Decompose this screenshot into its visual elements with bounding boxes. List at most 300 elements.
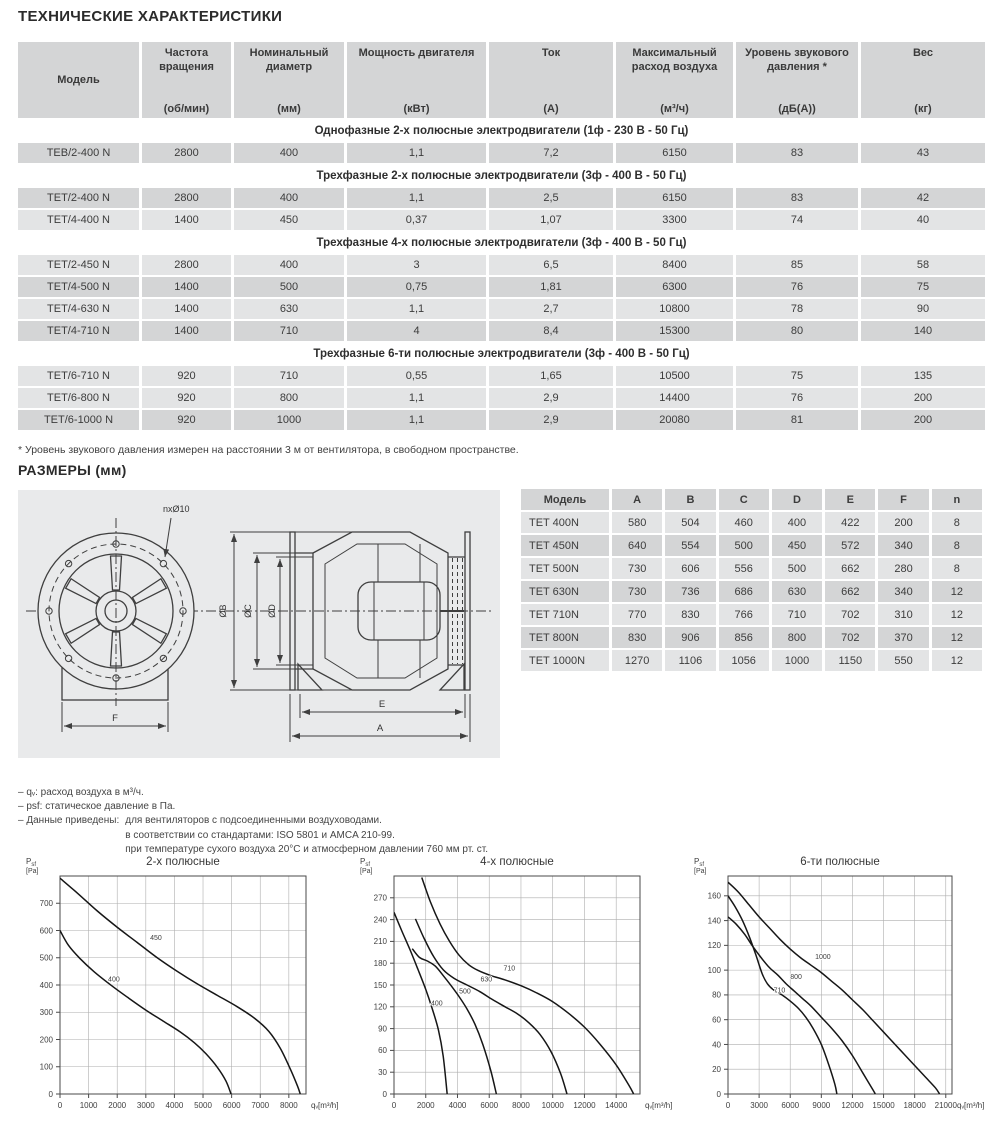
spec-section-header: Трехфазные 6-ти полюсные электродвигатели (3ф - 400 В - 50 Гц) bbox=[18, 343, 985, 364]
spec-value-cell: 800 bbox=[234, 388, 344, 408]
spec-value-cell: 90 bbox=[861, 299, 985, 319]
spec-data-row bbox=[18, 410, 985, 430]
spec-value-cell: 1000 bbox=[234, 410, 344, 430]
spec-value-cell: 74 bbox=[736, 210, 858, 230]
spec-col-unit: (мм) bbox=[277, 103, 301, 115]
x-tick-label: 18000 bbox=[903, 1101, 926, 1110]
series-curves bbox=[60, 878, 300, 1094]
spec-col-name: Ток bbox=[541, 47, 561, 59]
dim-value-cell: 200 bbox=[878, 512, 928, 533]
note-text: – qᵥ: расход воздуха в м³/ч. bbox=[18, 787, 144, 798]
spec-col-1 bbox=[142, 42, 231, 118]
dim-table-wrap bbox=[518, 487, 985, 673]
spec-value-cell: 80 bbox=[736, 321, 858, 341]
y-tick-label: 700 bbox=[39, 899, 53, 909]
spec-value-cell: 81 bbox=[736, 410, 858, 430]
dim-data-row bbox=[521, 581, 982, 602]
dim-value-cell: 8 bbox=[932, 558, 982, 579]
dim-value-cell: 310 bbox=[878, 604, 928, 625]
spec-value-cell: 140 bbox=[861, 321, 985, 341]
bolt-holes-label: nxØ10 bbox=[163, 504, 190, 514]
dim-value-cell: 1150 bbox=[825, 650, 875, 671]
spec-value-cell: 450 bbox=[234, 210, 344, 230]
dim-data-row bbox=[521, 535, 982, 556]
curve-label-400: 400 bbox=[430, 1000, 443, 1008]
dim-col-6: F bbox=[878, 489, 928, 510]
spec-col-3 bbox=[347, 42, 486, 118]
x-tick-label: 3000 bbox=[136, 1101, 155, 1110]
x-tick-label: 6000 bbox=[222, 1101, 241, 1110]
right-foot bbox=[440, 664, 464, 690]
spec-value-cell: 1,1 bbox=[347, 143, 486, 163]
spec-data-row bbox=[18, 277, 985, 297]
spec-section-header: Трехфазные 2-х полюсные электродвигатели (3ф - 400 В - 50 Гц) bbox=[18, 165, 985, 186]
y-tick-label: 500 bbox=[39, 953, 53, 963]
spec-value-cell: 1,1 bbox=[347, 410, 486, 430]
curve-label-500: 500 bbox=[459, 988, 471, 996]
spec-col-6 bbox=[736, 42, 858, 118]
dim-value-cell: 460 bbox=[719, 512, 769, 533]
y-tick-label: 100 bbox=[39, 1062, 53, 1072]
dim-value-cell: 662 bbox=[825, 558, 875, 579]
spec-col-unit: (кг) bbox=[914, 103, 932, 115]
x-tick-label: 6000 bbox=[781, 1101, 800, 1110]
spec-model-cell: TET/6-1000 N bbox=[18, 410, 139, 430]
spec-model-cell: TEB/2-400 N bbox=[18, 143, 139, 163]
fan-curve-chart-2 bbox=[688, 852, 998, 1120]
x-tick-label: 0 bbox=[725, 1101, 731, 1110]
fan-curve-chart-0 bbox=[20, 852, 352, 1120]
y-axis-unit: [Pa] bbox=[694, 868, 707, 875]
spec-section-row bbox=[18, 165, 985, 186]
dim-model-cell: TET 1000N bbox=[521, 650, 609, 671]
spec-value-cell: 42 bbox=[861, 188, 985, 208]
dim-header-row bbox=[521, 489, 982, 510]
dim-value-cell: 12 bbox=[932, 650, 982, 671]
spec-value-cell: 0,75 bbox=[347, 277, 486, 297]
dim-model-cell: TET 450N bbox=[521, 535, 609, 556]
spec-value-cell: 710 bbox=[234, 321, 344, 341]
notes-block bbox=[18, 786, 488, 857]
y-tick-label: 400 bbox=[39, 980, 53, 990]
dim-table bbox=[518, 487, 985, 673]
y-tick-label: 0 bbox=[48, 1089, 53, 1099]
dim-value-cell: 556 bbox=[719, 558, 769, 579]
spec-value-cell: 3300 bbox=[616, 210, 733, 230]
dim-col-0: Модель bbox=[521, 489, 609, 510]
plot-frame bbox=[728, 876, 952, 1094]
spec-value-cell: 2800 bbox=[142, 255, 231, 275]
spec-section-row bbox=[18, 120, 985, 141]
x-tick-label: 0 bbox=[57, 1101, 63, 1110]
y-tick-label: 30 bbox=[378, 1068, 387, 1077]
spec-data-row bbox=[18, 188, 985, 208]
dimensions-title: РАЗМЕРЫ (мм) bbox=[18, 462, 127, 478]
dim-col-5: E bbox=[825, 489, 875, 510]
x-tick-label: 6000 bbox=[480, 1101, 499, 1110]
y-tick-label: 120 bbox=[707, 941, 721, 951]
dim-value-cell: 1000 bbox=[772, 650, 822, 671]
dim-value-cell: 1270 bbox=[612, 650, 662, 671]
spec-col-name: Максимальный расход воздуха bbox=[631, 47, 718, 73]
dim-c-label: ØC bbox=[243, 604, 253, 618]
spec-value-cell: 85 bbox=[736, 255, 858, 275]
spec-data-row bbox=[18, 321, 985, 341]
spec-model-cell: TET/4-630 N bbox=[18, 299, 139, 319]
chart-2-pole bbox=[20, 852, 352, 1125]
spec-col-name: Вес bbox=[912, 47, 934, 59]
axis-ticks bbox=[390, 898, 616, 1098]
y-tick-label: 300 bbox=[39, 1008, 53, 1018]
x-tick-label: 9000 bbox=[812, 1101, 831, 1110]
curve-710 bbox=[422, 877, 634, 1094]
curve-label-630: 630 bbox=[480, 976, 493, 984]
spec-value-cell: 920 bbox=[142, 366, 231, 386]
dim-value-cell: 702 bbox=[825, 627, 875, 648]
note-item bbox=[18, 814, 488, 857]
spec-value-cell: 1,1 bbox=[347, 188, 486, 208]
y-tick-label: 0 bbox=[382, 1089, 387, 1099]
dim-value-cell: 730 bbox=[612, 581, 662, 602]
chart-title: 6-ти полюсные bbox=[800, 856, 880, 868]
y-tick-label: 180 bbox=[373, 959, 387, 968]
spec-value-cell: 76 bbox=[736, 388, 858, 408]
spec-col-name: Модель bbox=[57, 74, 100, 87]
note-sublines bbox=[125, 814, 488, 857]
x-tick-label: 8000 bbox=[512, 1101, 530, 1110]
dim-col-3: C bbox=[719, 489, 769, 510]
dim-value-cell: 1056 bbox=[719, 650, 769, 671]
dim-value-cell: 572 bbox=[825, 535, 875, 556]
spec-value-cell: 200 bbox=[861, 410, 985, 430]
y-tick-label: 80 bbox=[712, 990, 721, 1000]
spec-value-cell: 8400 bbox=[616, 255, 733, 275]
curve-450 bbox=[60, 878, 300, 1094]
spec-value-cell: 0,37 bbox=[347, 210, 486, 230]
spec-value-cell: 58 bbox=[861, 255, 985, 275]
spec-value-cell: 1400 bbox=[142, 321, 231, 341]
spec-col-name: Частота вращения bbox=[159, 47, 214, 73]
spec-col-7 bbox=[861, 42, 985, 118]
axis-ticks bbox=[56, 903, 289, 1098]
note-item bbox=[18, 800, 488, 814]
curve-label-1000: 1000 bbox=[815, 953, 831, 961]
dim-value-cell: 770 bbox=[612, 604, 662, 625]
dim-col-4: D bbox=[772, 489, 822, 510]
dim-value-cell: 554 bbox=[665, 535, 715, 556]
dim-model-cell: TET 800N bbox=[521, 627, 609, 648]
spec-col-4 bbox=[489, 42, 613, 118]
x-tick-label: 12000 bbox=[841, 1101, 864, 1110]
spec-value-cell: 15300 bbox=[616, 321, 733, 341]
dim-value-cell: 504 bbox=[665, 512, 715, 533]
dim-value-cell: 12 bbox=[932, 604, 982, 625]
spec-col-0 bbox=[18, 42, 139, 118]
spec-value-cell: 1,81 bbox=[489, 277, 613, 297]
dim-value-cell: 736 bbox=[665, 581, 715, 602]
dim-model-cell: TET 400N bbox=[521, 512, 609, 533]
spec-col-unit: (дБ(А)) bbox=[778, 103, 816, 115]
dim-value-cell: 550 bbox=[878, 650, 928, 671]
spec-value-cell: 83 bbox=[736, 188, 858, 208]
left-foot bbox=[298, 664, 322, 690]
y-tick-label: 90 bbox=[378, 1024, 387, 1034]
spec-value-cell: 400 bbox=[234, 255, 344, 275]
dim-value-cell: 8 bbox=[932, 535, 982, 556]
spec-col-name: Номинальный диаметр bbox=[249, 47, 329, 73]
dim-data-row bbox=[521, 604, 982, 625]
dim-a-label: A bbox=[376, 723, 384, 734]
dim-value-cell: 340 bbox=[878, 581, 928, 602]
dimension-drawing bbox=[18, 490, 500, 758]
spec-value-cell: 0,55 bbox=[347, 366, 486, 386]
spec-value-cell: 1400 bbox=[142, 299, 231, 319]
spec-data-row bbox=[18, 299, 985, 319]
x-tick-label: 3000 bbox=[750, 1101, 769, 1110]
dim-b-label: ØB bbox=[218, 604, 228, 618]
spec-value-cell: 6150 bbox=[616, 143, 733, 163]
dim-data-row bbox=[521, 627, 982, 648]
dim-value-cell: 500 bbox=[719, 535, 769, 556]
y-tick-label: 100 bbox=[707, 965, 721, 975]
x-tick-label: 1000 bbox=[79, 1101, 98, 1110]
x-tick-label: 0 bbox=[391, 1101, 397, 1110]
spec-value-cell: 6150 bbox=[616, 188, 733, 208]
x-tick-label: 10000 bbox=[541, 1101, 564, 1110]
spec-section-row bbox=[18, 343, 985, 364]
spec-col-name: Мощность двигателя bbox=[358, 47, 475, 59]
dim-value-cell: 422 bbox=[825, 512, 875, 533]
note-subline: для вентиляторов с подсоединенными воздуховодами. bbox=[125, 815, 382, 827]
dim-value-cell: 710 bbox=[772, 604, 822, 625]
note-item bbox=[18, 786, 488, 800]
x-axis-unit: qᵥ[m³/h] bbox=[311, 1101, 339, 1110]
x-tick-label: 7000 bbox=[251, 1101, 270, 1110]
grid-lines bbox=[60, 876, 306, 1094]
curve-label-400: 400 bbox=[108, 976, 120, 984]
spec-value-cell: 20080 bbox=[616, 410, 733, 430]
curve-1000 bbox=[728, 882, 940, 1094]
spec-value-cell: 1,1 bbox=[347, 299, 486, 319]
fan-drawing-svg bbox=[18, 490, 500, 758]
dim-value-cell: 280 bbox=[878, 558, 928, 579]
spec-data-row bbox=[18, 388, 985, 408]
dim-col-2: B bbox=[665, 489, 715, 510]
spec-model-cell: TET/6-710 N bbox=[18, 366, 139, 386]
dim-value-cell: 662 bbox=[825, 581, 875, 602]
spec-value-cell: 500 bbox=[234, 277, 344, 297]
y-tick-label: 60 bbox=[378, 1046, 387, 1056]
spec-value-cell: 6300 bbox=[616, 277, 733, 297]
chart-4-pole bbox=[354, 852, 686, 1125]
y-tick-label: 60 bbox=[712, 1015, 721, 1025]
x-tick-label: 4000 bbox=[165, 1101, 184, 1110]
y-tick-label: 160 bbox=[707, 891, 721, 901]
curve-label-800: 800 bbox=[790, 973, 802, 981]
dim-e-label: E bbox=[378, 699, 386, 710]
dim-value-cell: 12 bbox=[932, 581, 982, 602]
x-tick-label: 5000 bbox=[194, 1101, 212, 1110]
series-curves bbox=[728, 882, 940, 1094]
spec-table bbox=[15, 40, 988, 432]
dim-value-cell: 606 bbox=[665, 558, 715, 579]
fan-curve-chart-1 bbox=[354, 852, 686, 1120]
spec-model-cell: TET/4-710 N bbox=[18, 321, 139, 341]
spec-col-unit: (м³/ч) bbox=[660, 103, 689, 115]
spec-value-cell: 10800 bbox=[616, 299, 733, 319]
spec-col-name: Уровень звукового давления * bbox=[745, 47, 849, 73]
note-text: – Данные приведены: bbox=[18, 815, 120, 827]
y-tick-label: 200 bbox=[39, 1035, 53, 1045]
spec-data-row bbox=[18, 366, 985, 386]
dim-value-cell: 340 bbox=[878, 535, 928, 556]
spec-value-cell: 2,9 bbox=[489, 388, 613, 408]
axis-tick-labels bbox=[374, 894, 628, 1110]
dim-value-cell: 702 bbox=[825, 604, 875, 625]
dim-value-cell: 906 bbox=[665, 627, 715, 648]
dim-col-7: n bbox=[932, 489, 982, 510]
spec-data-row bbox=[18, 143, 985, 163]
dim-model-cell: TET 500N bbox=[521, 558, 609, 579]
dim-model-cell: TET 710N bbox=[521, 604, 609, 625]
x-tick-label: 14000 bbox=[605, 1101, 628, 1110]
spec-value-cell: 710 bbox=[234, 366, 344, 386]
spec-value-cell: 920 bbox=[142, 410, 231, 430]
y-tick-label: 240 bbox=[373, 915, 387, 925]
y-tick-label: 600 bbox=[39, 926, 53, 936]
spec-col-unit: (кВт) bbox=[403, 103, 430, 115]
dim-data-row bbox=[521, 512, 982, 533]
sound-level-footnote: * Уровень звукового давления измерен на расстоянии 3 м от вентилятора, в свободном пространстве. bbox=[18, 444, 519, 456]
spec-value-cell: 1,07 bbox=[489, 210, 613, 230]
spec-section-header: Однофазные 2-х полюсные электродвигатели (1ф - 230 В - 50 Гц) bbox=[18, 120, 985, 141]
chart-title: 2-х полюсные bbox=[146, 856, 220, 868]
spec-header-row bbox=[18, 42, 985, 118]
dim-col-1: A bbox=[612, 489, 662, 510]
spec-value-cell: 400 bbox=[234, 188, 344, 208]
spec-col-5 bbox=[616, 42, 733, 118]
dim-value-cell: 580 bbox=[612, 512, 662, 533]
spec-value-cell: 14400 bbox=[616, 388, 733, 408]
dim-value-cell: 640 bbox=[612, 535, 662, 556]
spec-value-cell: 2800 bbox=[142, 143, 231, 163]
dim-value-cell: 630 bbox=[772, 581, 822, 602]
spec-model-cell: TET/2-450 N bbox=[18, 255, 139, 275]
spec-value-cell: 2,5 bbox=[489, 188, 613, 208]
dim-value-cell: 370 bbox=[878, 627, 928, 648]
axis-ticks bbox=[724, 896, 946, 1098]
x-tick-label: 8000 bbox=[279, 1101, 298, 1110]
spec-value-cell: 2,7 bbox=[489, 299, 613, 319]
dim-model-cell: TET 630N bbox=[521, 581, 609, 602]
spec-value-cell: 40 bbox=[861, 210, 985, 230]
spec-table-wrap bbox=[15, 40, 988, 432]
curve-label-710: 710 bbox=[773, 987, 786, 995]
y-axis-label: $P_{sf}$ bbox=[26, 857, 37, 868]
y-tick-label: 20 bbox=[712, 1065, 721, 1075]
spec-col-2 bbox=[234, 42, 344, 118]
spec-value-cell: 76 bbox=[736, 277, 858, 297]
spec-value-cell: 6,5 bbox=[489, 255, 613, 275]
spec-data-row bbox=[18, 210, 985, 230]
dim-data-row bbox=[521, 558, 982, 579]
y-tick-label: 0 bbox=[716, 1089, 721, 1099]
spec-value-cell: 1,1 bbox=[347, 388, 486, 408]
dim-data-row bbox=[521, 650, 982, 671]
dim-d-label: ØD bbox=[267, 604, 277, 618]
x-tick-label: 12000 bbox=[573, 1101, 596, 1110]
spec-value-cell: 8,4 bbox=[489, 321, 613, 341]
spec-model-cell: TET/4-500 N bbox=[18, 277, 139, 297]
y-tick-label: 150 bbox=[373, 980, 387, 990]
spec-col-unit: (об/мин) bbox=[163, 103, 210, 115]
x-tick-label: 21000 bbox=[934, 1101, 957, 1110]
y-tick-label: 210 bbox=[373, 937, 387, 947]
spec-value-cell: 78 bbox=[736, 299, 858, 319]
dim-value-cell: 686 bbox=[719, 581, 769, 602]
page-title: ТЕХНИЧЕСКИЕ ХАРАКТЕРИСТИКИ bbox=[18, 8, 283, 25]
x-tick-label: 2000 bbox=[416, 1101, 435, 1110]
chart-6-pole bbox=[688, 852, 998, 1125]
y-axis-label: $P_{sf}$ bbox=[694, 857, 705, 868]
spec-value-cell: 7,2 bbox=[489, 143, 613, 163]
y-axis-unit: [Pa] bbox=[360, 868, 373, 875]
x-tick-label: 15000 bbox=[872, 1101, 895, 1110]
dim-value-cell: 8 bbox=[932, 512, 982, 533]
y-tick-label: 140 bbox=[707, 916, 721, 926]
grid-lines bbox=[394, 876, 640, 1094]
dim-value-cell: 856 bbox=[719, 627, 769, 648]
dim-value-cell: 830 bbox=[665, 604, 715, 625]
spec-value-cell: 1400 bbox=[142, 277, 231, 297]
dim-value-cell: 12 bbox=[932, 627, 982, 648]
grid-lines bbox=[728, 876, 952, 1094]
spec-value-cell: 135 bbox=[861, 366, 985, 386]
spec-value-cell: 920 bbox=[142, 388, 231, 408]
x-axis-unit: qᵥ[m³/h] bbox=[957, 1101, 985, 1110]
note-subline: в соответствии со стандартами: ISO 5801 и AMCA 210-99. bbox=[125, 829, 395, 841]
series-curves bbox=[394, 877, 634, 1094]
spec-model-cell: TET/4-400 N bbox=[18, 210, 139, 230]
spec-value-cell: 3 bbox=[347, 255, 486, 275]
fan-front-view bbox=[38, 518, 194, 706]
x-tick-label: 4000 bbox=[448, 1101, 467, 1110]
spec-value-cell: 4 bbox=[347, 321, 486, 341]
dim-value-cell: 500 bbox=[772, 558, 822, 579]
spec-value-cell: 75 bbox=[861, 277, 985, 297]
y-tick-label: 270 bbox=[373, 893, 387, 903]
curve-label-710: 710 bbox=[503, 965, 516, 973]
spec-value-cell: 10500 bbox=[616, 366, 733, 386]
spec-value-cell: 75 bbox=[736, 366, 858, 386]
spec-value-cell: 2,9 bbox=[489, 410, 613, 430]
spec-value-cell: 1,65 bbox=[489, 366, 613, 386]
y-axis-label: $P_{sf}$ bbox=[360, 857, 371, 868]
dim-value-cell: 800 bbox=[772, 627, 822, 648]
dim-value-cell: 830 bbox=[612, 627, 662, 648]
y-tick-label: 120 bbox=[373, 1002, 387, 1012]
spec-model-cell: TET/6-800 N bbox=[18, 388, 139, 408]
dim-value-cell: 400 bbox=[772, 512, 822, 533]
x-tick-label: 2000 bbox=[108, 1101, 127, 1110]
spec-value-cell: 1400 bbox=[142, 210, 231, 230]
dim-value-cell: 450 bbox=[772, 535, 822, 556]
note-text: – psf: статическое давление в Па. bbox=[18, 801, 176, 813]
spec-model-cell: TET/2-400 N bbox=[18, 188, 139, 208]
spec-section-header: Трехфазные 4-х полюсные электродвигатели (3ф - 400 В - 50 Гц) bbox=[18, 232, 985, 253]
note-subline: при температуре сухого воздуха 20°C и атмосферном давлении 760 мм рт. ст. bbox=[125, 843, 489, 855]
dim-value-cell: 1106 bbox=[665, 650, 715, 671]
